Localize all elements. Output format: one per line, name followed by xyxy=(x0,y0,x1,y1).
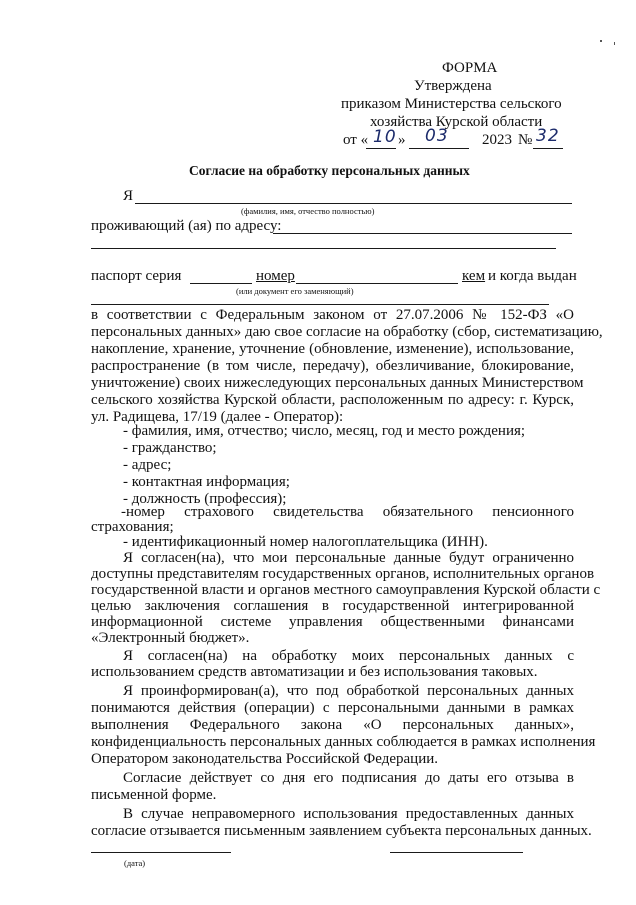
body-line: персональных данных» даю свое согласие на обработку (сбор, систематизацию, xyxy=(91,324,603,340)
date-prefix: от « xyxy=(343,132,369,148)
address-field-line xyxy=(273,233,572,234)
list-item-snils: -номер страхового свидетельства обязательного пенсионного xyxy=(121,504,574,520)
fio-caption: (фамилия, имя, отчество полностью) xyxy=(241,206,375,216)
year: 2023 xyxy=(482,132,512,148)
list-item: - гражданство; xyxy=(123,440,217,456)
para4-line: письменной форме. xyxy=(91,787,217,803)
para1-line: доступны представителям государственных органов, исполнительных органов xyxy=(91,566,595,582)
passport-issued-by-label: кем xyxy=(462,268,486,284)
date-caption: (дата) xyxy=(124,858,146,868)
para1-line: государственной власти и органов местного самоуправления Курской области с xyxy=(91,582,601,598)
signature-line xyxy=(390,852,523,853)
passport-number-line xyxy=(296,283,458,284)
para1-line: Я согласен(на), что мои персональные данные будут ограниченно xyxy=(123,550,574,566)
passport-when-label: и когда выдан xyxy=(488,268,577,284)
list-item: - фамилия, имя, отчество; число, месяц, год и место рождения; xyxy=(123,423,526,439)
passport-field-line-2 xyxy=(91,304,549,305)
para1-line: целью заключения соглашения в государственной интегрированной xyxy=(91,598,574,614)
body-line: накопление, хранение, уточнение (обновление, изменение), использование, xyxy=(91,341,574,357)
document-title: Согласие на обработку персональных данных xyxy=(189,163,470,178)
handwritten-month: 03 xyxy=(425,126,449,146)
fio-field-line xyxy=(135,203,572,204)
para4-line: Согласие действует со дня его подписания до даты его отзыва в xyxy=(123,770,574,786)
body-line: сельского хозяйства Курской области, расположенным по адресу: г. Курск, xyxy=(91,392,574,408)
handwritten-day: 10 xyxy=(373,127,397,147)
list-item-snils-cont: страхования; xyxy=(91,519,174,535)
para5-line: согласие отзывается письменным заявлением субъекта персональных данных. xyxy=(91,823,592,839)
body-line: распространение (в том числе, передачу), обезличивание, блокирование, xyxy=(91,358,574,374)
body-line: в соответствии с Федеральным законом от 27.07.2006 № 152-ФЗ «О xyxy=(91,307,574,323)
month-underline xyxy=(409,148,469,149)
address-field-line-2 xyxy=(91,248,556,249)
passport-number-label: номер xyxy=(256,268,295,284)
scan-speck xyxy=(614,42,615,45)
body-line: ул. Радищева, 17/19 (далее - Оператор): xyxy=(91,409,344,425)
header-approved: Утверждена xyxy=(414,78,492,94)
scan-speck xyxy=(600,40,602,42)
para3-line: понимаются действия (операции) с персональными данными в рамках xyxy=(91,700,574,716)
para3-line: Я проинформирован(а), что под обработкой персональных данных xyxy=(123,683,574,699)
number-sign: № xyxy=(518,132,533,148)
list-item: - должность (профессия); xyxy=(123,491,287,507)
list-item: - адрес; xyxy=(123,457,172,473)
header-date-line xyxy=(343,132,368,149)
day-underline xyxy=(366,148,396,149)
para2-line: Я согласен(на) на обработку моих персональных данных с xyxy=(123,648,574,664)
passport-caption: (или документ его заменяющий) xyxy=(236,286,354,296)
header-form-label: ФОРМА xyxy=(442,60,498,76)
list-item: - контактная информация; xyxy=(123,474,290,490)
para2-line: использованием средств автоматизации и без использования таковых. xyxy=(91,664,538,680)
para5-line: В случае неправомерного использования предоставленных данных xyxy=(123,806,574,822)
header-order-line2: хозяйства Курской области xyxy=(370,114,543,130)
para3-line: конфиденциальность персональных данных соблюдается в рамках исполнения xyxy=(91,734,596,750)
number-underline xyxy=(533,148,563,149)
i-label: Я xyxy=(123,188,134,204)
para1-line: «Электронный бюджет». xyxy=(91,630,250,646)
date-signature-line xyxy=(91,852,231,853)
passport-series-line xyxy=(190,283,252,284)
body-line: уничтожение) своих нижеследующих персональных данных Министерством xyxy=(91,375,584,391)
header-order-line1: приказом Министерства сельского xyxy=(341,96,562,112)
handwritten-number: 32 xyxy=(536,126,560,146)
para1-line: информационной системе управления общественными финансами xyxy=(91,614,574,630)
para3-line: выполнения Федерального закона «О персональных данных», xyxy=(91,717,574,733)
date-mid: » xyxy=(398,132,406,148)
address-label: проживающий (ая) по адресу: xyxy=(91,218,282,234)
passport-series-label: паспорт серия xyxy=(91,268,182,284)
para3-line: Оператором законодательства Российской Федерации. xyxy=(91,751,439,767)
list-item-inn: - идентификационный номер налогоплательщика (ИНН). xyxy=(123,534,488,550)
